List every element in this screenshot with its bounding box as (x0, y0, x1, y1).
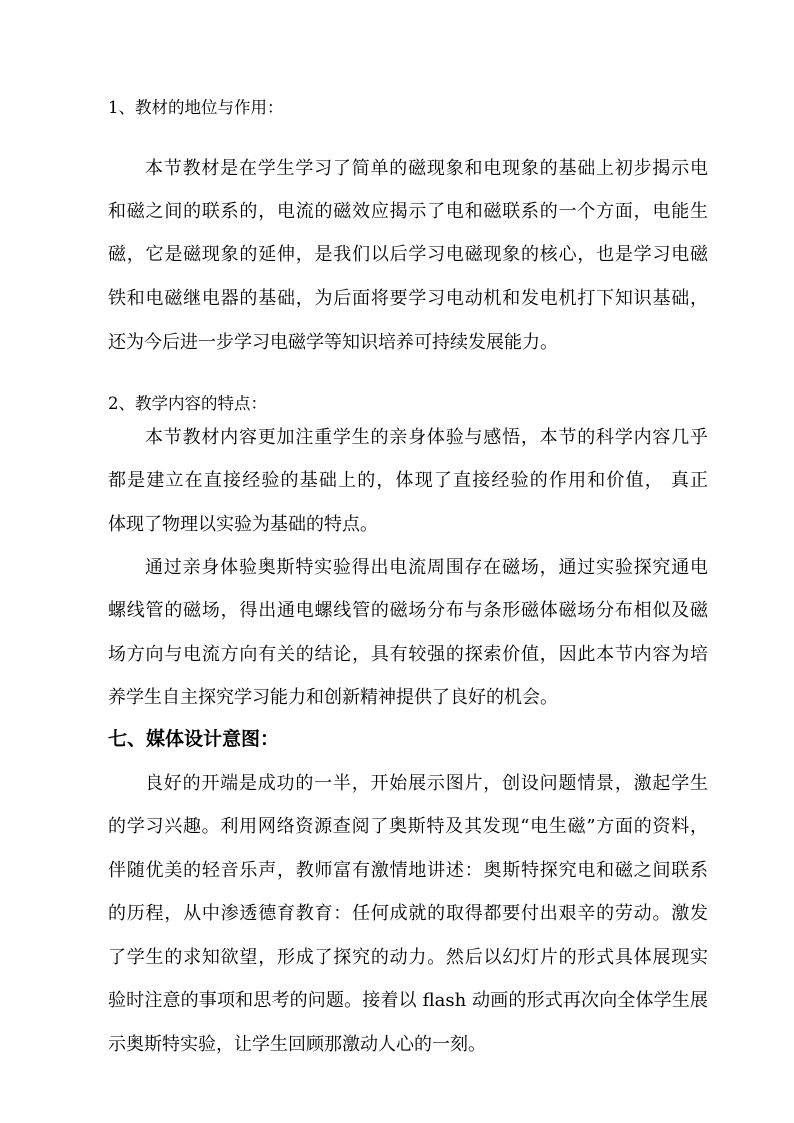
paragraph-line: 的历程，从中渗透德育教育：任何成就的取得都要付出艰辛的劳动。激发 (108, 903, 708, 924)
paragraph-line: 通过亲身体验奥斯特实验得出电流周围存在磁场，通过实验探究通电 (145, 557, 708, 578)
paragraph-line: 都是建立在直接经验的基础上的，体现了直接经验的作用和价值， 真正 (108, 470, 708, 491)
paragraph-line: 养学生自主探究学习能力和创新精神提供了良好的机会。 (108, 687, 558, 708)
paragraph-line: 良好的开端是成功的一半，开始展示图片，创设问题情景，激起学生 (145, 773, 708, 794)
paragraph-line: 场方向与电流方向有关的结论，具有较强的探索价值，因此本节内容为培 (108, 644, 708, 665)
paragraph-line: 本节教材内容更加注重学生的亲身体验与感悟，本节的科学内容几乎 (145, 427, 708, 448)
paragraph-line: 伴随优美的轻音乐声，教师富有激情地讲述：奥斯特探究电和磁之间联系 (108, 860, 708, 881)
section-heading-content-features: 2、教学内容的特点： (108, 394, 267, 413)
paragraph-line: 磁，它是磁现象的延伸，是我们以后学习电磁现象的核心，也是学习电磁 (108, 244, 708, 265)
paragraph-line: 本节教材是在学生学习了简单的磁现象和电现象的基础上初步揭示电 (145, 158, 708, 179)
paragraph-line: 体现了物理以实验为基础的特点。 (108, 514, 378, 535)
paragraph-line: 验时注意的事项和思考的问题。接着以 flash 动画的形式再次向全体学生展 (108, 990, 708, 1011)
paragraph-line: 铁和电磁继电器的基础，为后面将要学习电动机和发电机打下知识基础， (108, 288, 708, 309)
paragraph-line: 的学习兴趣。利用网络资源查阅了奥斯特及其发现“电生磁”方面的资料， (108, 816, 708, 837)
section-heading-position-role: 1、教材的地位与作用： (108, 98, 284, 117)
paragraph-line: 螺线管的磁场，得出通电螺线管的磁场分布与条形磁体磁场分布相似及磁 (108, 600, 708, 621)
paragraph-line: 和磁之间的联系的，电流的磁效应揭示了电和磁联系的一个方面，电能生 (108, 201, 708, 222)
paragraph-line: 还为今后进一步学习电磁学等知识培养可持续发展能力。 (108, 332, 558, 353)
paragraph-line: 了学生的求知欲望，形成了探究的动力。然后以幻灯片的形式具体展现实 (108, 947, 708, 968)
section-heading-media-design: 七、媒体设计意图： (108, 728, 280, 750)
paragraph-line: 示奥斯特实验，让学生回顾那激动人心的一刻。 (108, 1034, 486, 1055)
